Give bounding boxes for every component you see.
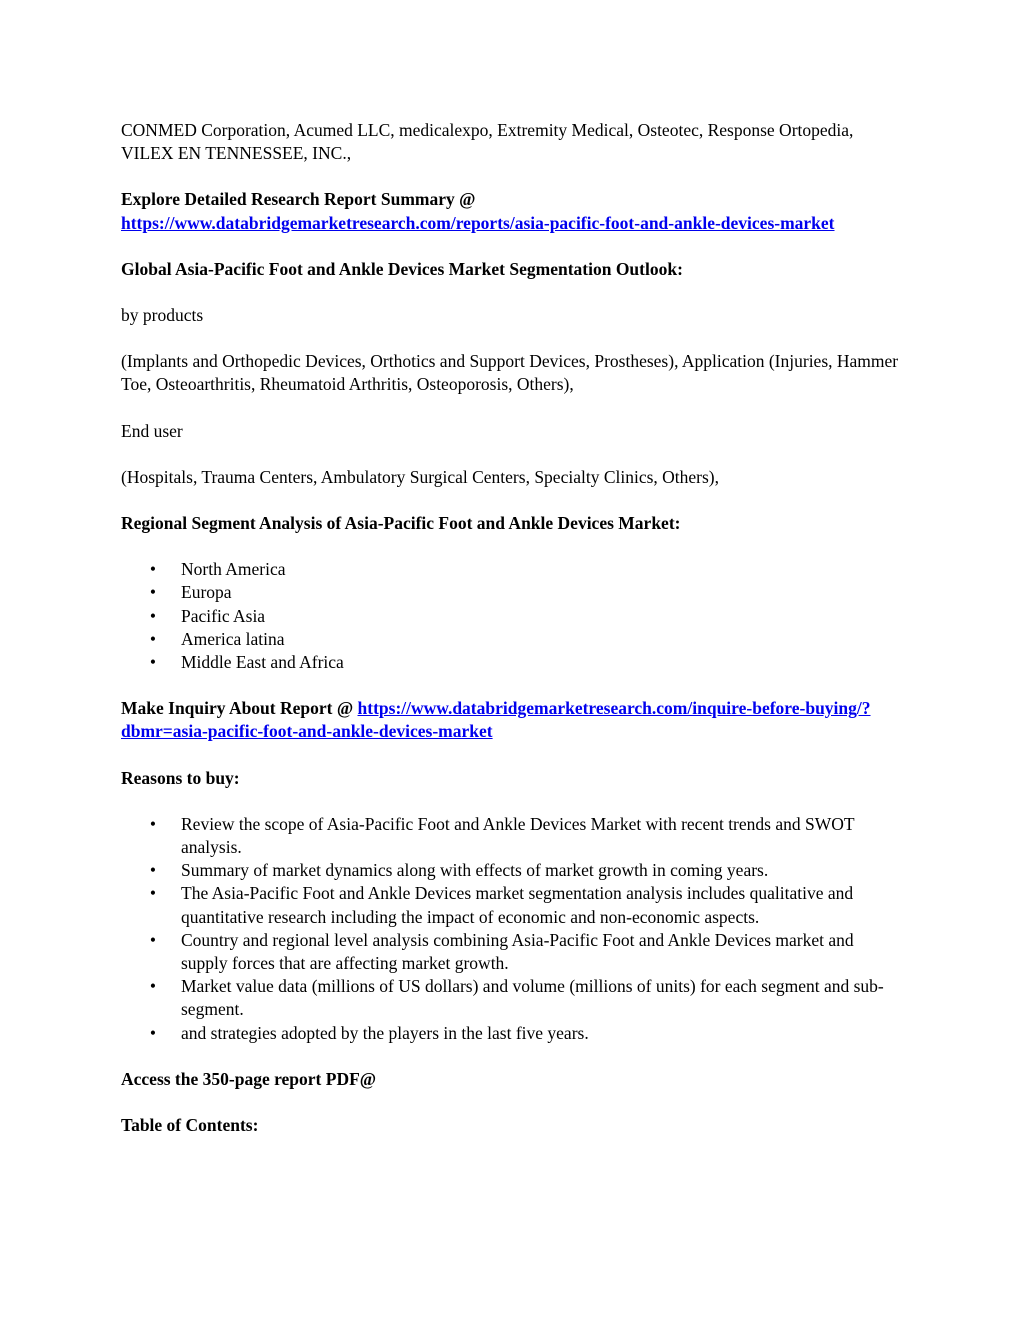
reason-text: The Asia-Pacific Foot and Ankle Devices market segmentation analysis includes qualitative and quantitative research including the impact of economic and non-economic aspects.: [181, 883, 854, 927]
bullet-icon: •: [149, 652, 157, 673]
region-label: Europa: [181, 582, 232, 603]
explore-report-link[interactable]: https://www.databridgemarketresearch.com/reports/asia-pacific-foot-and-ankle-devices-market: [121, 212, 835, 233]
regions-list: [121, 558, 901, 674]
list-item: [121, 859, 901, 882]
reason-text: Review the scope of Asia-Pacific Foot and Ankle Devices Market with recent trends and SWOT analysis.: [181, 813, 855, 858]
bullet-icon: •: [149, 813, 157, 834]
by-products-label: by products: [121, 305, 204, 326]
list-item: [121, 605, 901, 628]
bullet-icon: •: [149, 628, 157, 649]
document-page: [121, 119, 901, 1160]
bullet-icon: •: [149, 976, 157, 997]
reason-text: Summary of market dynamics along with effects of market growth in coming years.: [181, 860, 769, 881]
companies-paragraph: CONMED Corporation, Acumed LLC, medicalexpo, Extremity Medical, Osteotec, Response Ortopedia, VILEX EN TENNESSEE, INC.,: [121, 120, 854, 164]
region-label: Pacific Asia: [181, 605, 266, 626]
bullet-icon: •: [149, 860, 157, 881]
inquiry-link[interactable]: https://www.databridgemarketresearch.com/inquire-before-buying/?dbmr=asia-pacific-foot-and-ankle-devices-market: [121, 698, 871, 742]
list-item: [121, 628, 901, 651]
list-item: [121, 558, 901, 581]
toc-heading: Table of Contents:: [121, 1115, 259, 1136]
bullet-icon: •: [149, 605, 157, 626]
reason-text: Country and regional level analysis combining Asia-Pacific Foot and Ankle Devices market and supply forces that are affecting market growth.: [181, 929, 854, 974]
regional-heading: Regional Segment Analysis of Asia-Pacific Foot and Ankle Devices Market:: [121, 513, 681, 534]
bullet-icon: •: [149, 883, 157, 904]
inquiry-label: Make Inquiry About Report @: [121, 698, 358, 719]
region-label: North America: [181, 559, 286, 580]
explore-paragraph: [121, 188, 901, 234]
list-item: [121, 1022, 901, 1045]
list-item: [121, 882, 901, 928]
bullet-icon: •: [149, 929, 157, 950]
reasons-heading: Reasons to buy:: [121, 767, 240, 788]
reasons-list: [121, 813, 901, 1045]
list-item: [121, 813, 901, 859]
products-paragraph: (Implants and Orthopedic Devices, Orthotics and Support Devices, Prostheses), Application (Injuries, Hammer Toe, Osteoarthritis, Rheumatoid Arthritis, Osteoporosis, Others),: [121, 351, 899, 395]
inquiry-paragraph: [121, 697, 901, 743]
reason-text: Market value data (millions of US dollars) and volume (millions of units) for each segment and sub-segment.: [181, 976, 884, 1020]
reason-text: and strategies adopted by the players in the last five years.: [181, 1022, 589, 1043]
bullet-icon: •: [149, 582, 157, 603]
segmentation-heading: Global Asia-Pacific Foot and Ankle Devices Market Segmentation Outlook:: [121, 258, 683, 279]
end-user-label: End user: [121, 420, 183, 441]
end-user-paragraph: (Hospitals, Trauma Centers, Ambulatory Surgical Centers, Specialty Clinics, Others),: [121, 466, 720, 487]
region-label: America latina: [181, 628, 285, 649]
bullet-icon: •: [149, 559, 157, 580]
list-item: [121, 975, 901, 1021]
access-report-text: Access the 350-page report PDF@: [121, 1068, 377, 1089]
bullet-icon: •: [149, 1022, 157, 1043]
list-item: [121, 929, 901, 975]
list-item: [121, 651, 901, 674]
region-label: Middle East and Africa: [181, 652, 344, 673]
list-item: [121, 581, 901, 604]
explore-label: Explore Detailed Research Report Summary @: [121, 189, 476, 210]
